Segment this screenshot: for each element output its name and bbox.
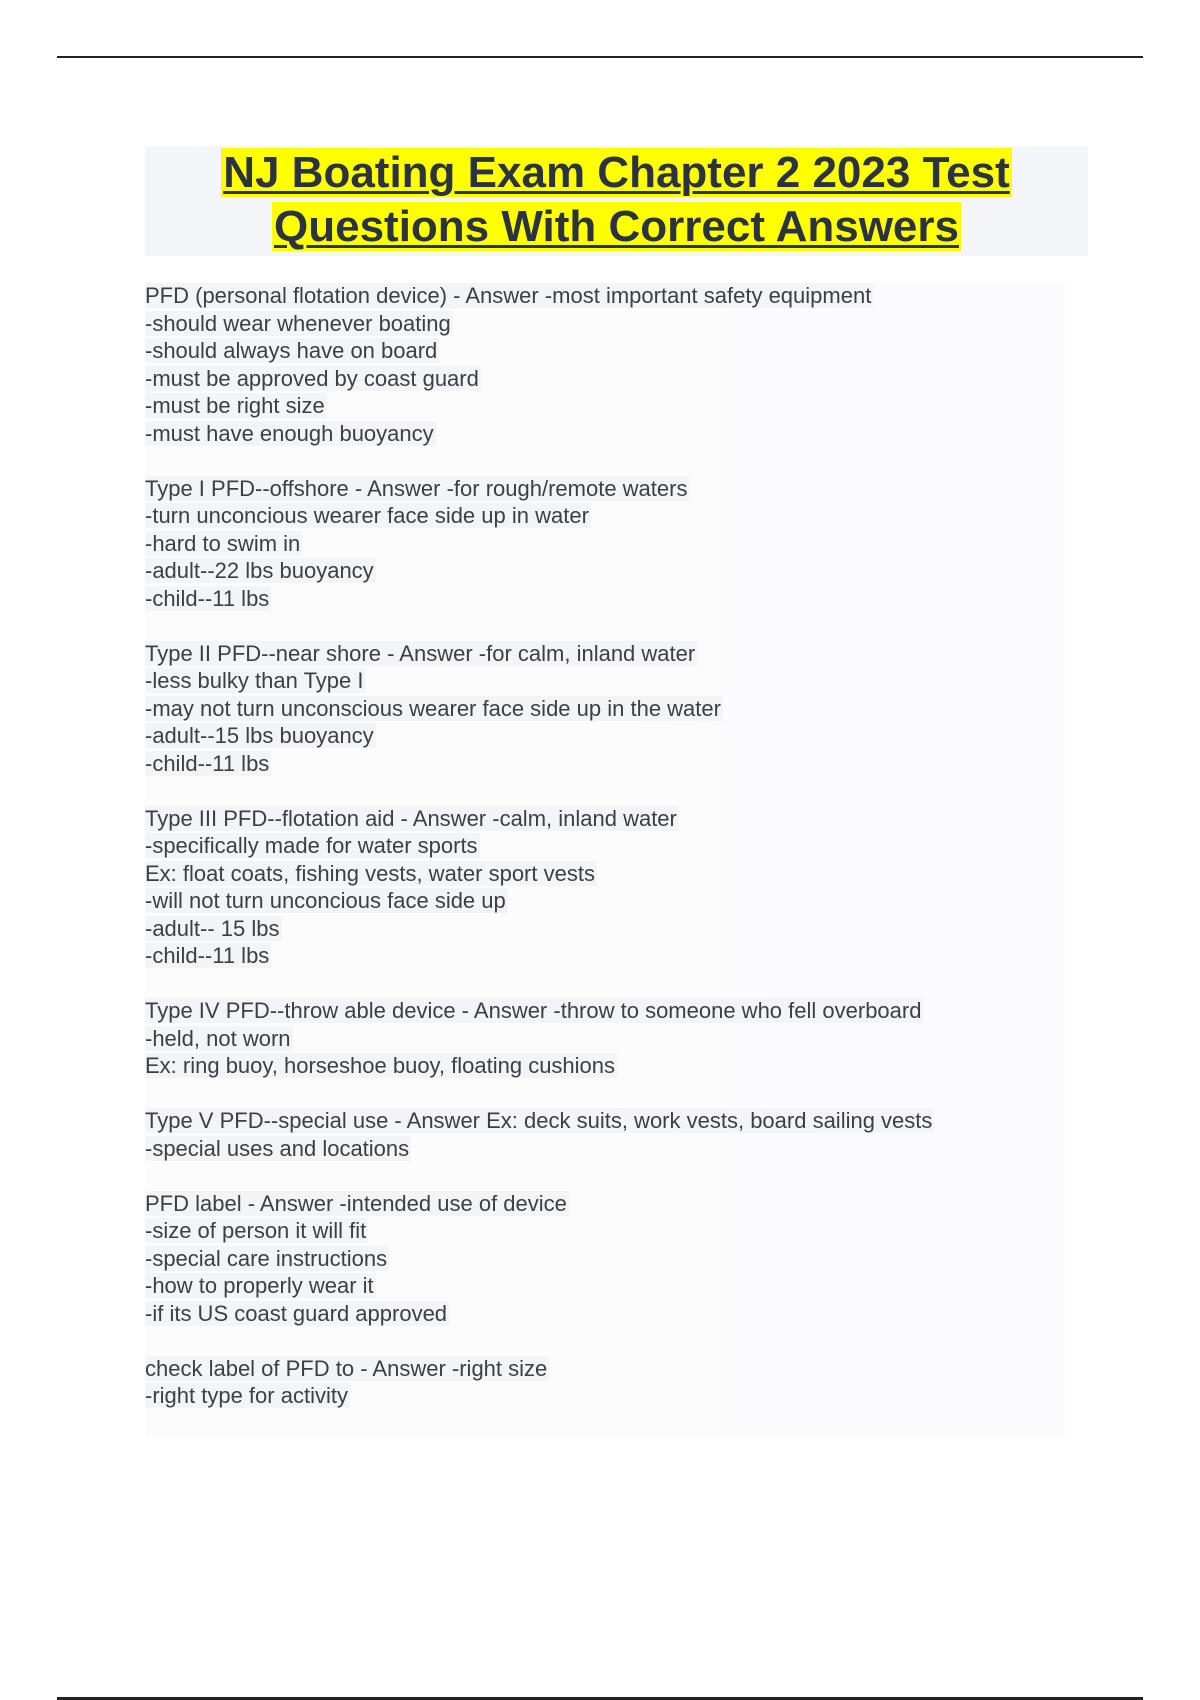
qa-question-line: Type IV PFD--throw able device - Answer -throw to someone who fell overboard <box>145 998 922 1023</box>
qa-answer-line: -should always have on board <box>145 338 438 363</box>
qa-answer-line: -how to properly wear it <box>145 1273 374 1298</box>
qa-answer-line: -special uses and locations <box>145 1135 410 1161</box>
qa-answer-line: -if its US coast guard approved <box>145 1300 448 1326</box>
qa-answer-line: -special care instructions <box>145 1245 388 1271</box>
qa-answer-line: -child--11 lbs <box>145 943 270 968</box>
qa-entry-type-4 <box>145 997 1065 1080</box>
document-title <box>145 146 1088 256</box>
qa-question-line: Type I PFD--offshore - Answer -for rough/remote waters <box>145 475 688 501</box>
qa-entry-type-3 <box>145 805 1065 970</box>
qa-answer-line: -less bulky than Type I <box>145 668 364 693</box>
qa-question-line: Type III PFD--flotation aid - Answer -calm, inland water <box>145 805 677 831</box>
qa-question-line: Type II PFD--near shore - Answer -for calm, inland water <box>145 640 696 666</box>
qa-answer-line: -specifically made for water sports <box>145 833 478 858</box>
top-rule <box>57 56 1143 58</box>
qa-answer-line: -adult--22 lbs buoyancy <box>145 558 374 583</box>
qa-answer-line: -right type for activity <box>145 1383 348 1408</box>
qa-question-line: PFD label - Answer -intended use of device <box>145 1190 567 1216</box>
title-line-1: NJ Boating Exam Chapter 2 2023 Test <box>223 148 1010 197</box>
qa-answer-line: -must have enough buoyancy <box>145 420 434 446</box>
qa-answer-line: -must be right size <box>145 393 325 418</box>
qa-answer-line: -child--11 lbs <box>145 585 270 611</box>
qa-content <box>145 282 1065 1437</box>
qa-entry-type-1 <box>145 475 1065 613</box>
qa-answer-line: Ex: float coats, fishing vests, water sport vests <box>145 860 595 886</box>
qa-question-line: check label of PFD to - Answer -right size <box>145 1355 548 1381</box>
qa-answer-line: -held, not worn <box>145 1025 291 1051</box>
qa-answer-line: -adult-- 15 lbs <box>145 915 280 941</box>
qa-answer-line: -hard to swim in <box>145 530 301 556</box>
qa-entry-pfd <box>145 282 1065 447</box>
qa-answer-line: -size of person it will fit <box>145 1218 367 1243</box>
qa-entry-pfd-label <box>145 1190 1065 1328</box>
qa-question-line: PFD (personal flotation device) - Answer -most important safety equipment <box>145 283 872 308</box>
qa-answer-line: -may not turn unconscious wearer face side up in the water <box>145 695 721 721</box>
qa-answer-line: -adult--15 lbs buoyancy <box>145 723 374 748</box>
qa-answer-line: -child--11 lbs <box>145 750 270 776</box>
qa-answer-line: -turn unconcious wearer face side up in water <box>145 503 589 528</box>
qa-answer-line: -should wear whenever boating <box>145 310 451 336</box>
qa-entry-check-label <box>145 1355 1065 1410</box>
qa-entry-type-2 <box>145 640 1065 778</box>
title-line-2: Questions With Correct Answers <box>274 202 959 251</box>
qa-answer-line: Ex: ring buoy, horseshoe buoy, floating cushions <box>145 1053 616 1078</box>
qa-answer-line: -will not turn unconcious face side up <box>145 888 506 913</box>
qa-entry-type-5 <box>145 1107 1065 1162</box>
qa-answer-line: -must be approved by coast guard <box>145 365 479 391</box>
qa-question-line: Type V PFD--special use - Answer Ex: deck suits, work vests, board sailing vests <box>145 1108 933 1133</box>
